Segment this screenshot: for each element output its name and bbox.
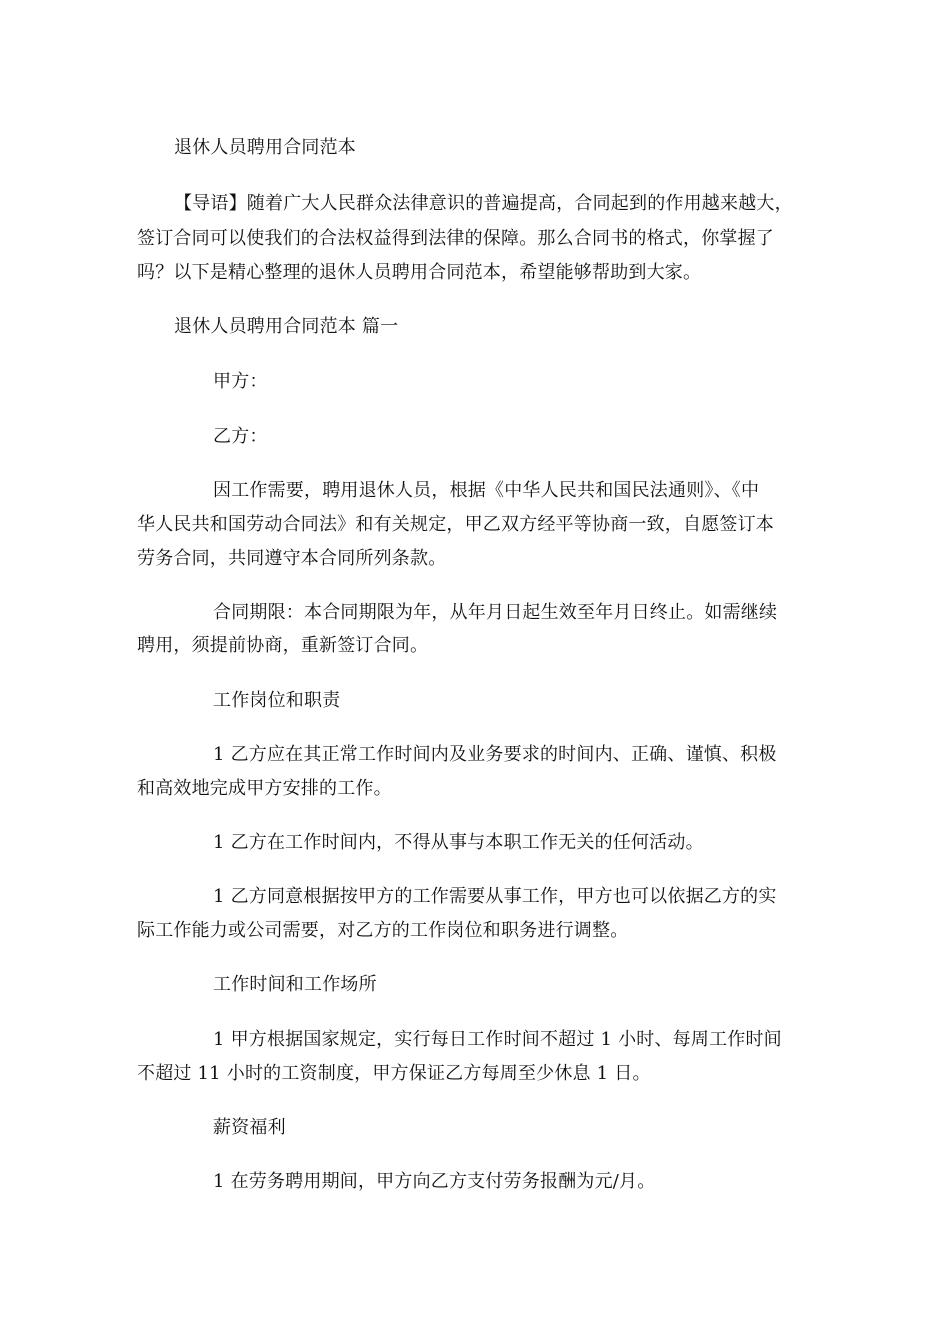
hours-heading: 工作时间和工作场所 [213, 974, 377, 995]
intro-line-3: 吗？以下是精心整理的退休人员聘用合同范本，希望能够帮助到大家。 [137, 262, 702, 283]
hours-1-line-1: 1 甲方根据国家规定，实行每日工作时间不超过 1 小时、每周工作时间 [213, 1029, 782, 1050]
duty-1-line-2: 和高效地完成甲方安排的工作。 [137, 778, 392, 799]
party-a-label: 甲方： [213, 371, 268, 392]
duty-3-line-2: 际工作能力或公司需要，对乙方的工作岗位和职务进行调整。 [137, 920, 629, 941]
duty-2: 1 乙方在工作时间内，不得从事与本职工作无关的任何活动。 [213, 832, 704, 853]
duty-3-line-1: 1 乙方同意根据按甲方的工作需要从事工作，甲方也可以依据乙方的实 [213, 886, 777, 907]
term-line-1: 合同期限：本合同期限为年，从年月日起生效至年月日终止。如需继续 [213, 602, 778, 623]
section-title: 退休人员聘用合同范本 篇一 [174, 316, 399, 337]
term-line-2: 聘用，须提前协商，重新签订合同。 [137, 635, 429, 656]
document-title: 退休人员聘用合同范本 [174, 137, 356, 158]
pay-heading: 薪资福利 [213, 1117, 286, 1138]
hours-1-line-2: 不超过 11 小时的工资制度，甲方保证乙方每周至少休息 1 日。 [137, 1063, 651, 1084]
intro-line-1: 【导语】随着广大人民群众法律意识的普遍提高，合同起到的作用越来越大， [174, 193, 793, 214]
preamble-line-1: 因工作需要，聘用退休人员，根据《中华人民共和国民法通则》、《中 [213, 480, 760, 501]
pay-1: 1 在劳务聘用期间，甲方向乙方支付劳务报酬为元/月。 [213, 1171, 656, 1192]
preamble-line-2: 华人民共和国劳动合同法》和有关规定，甲乙双方经平等协商一致，自愿签订本 [137, 514, 774, 535]
duties-heading: 工作岗位和职责 [213, 690, 341, 711]
preamble-line-3: 劳务合同，共同遵守本合同所列条款。 [137, 548, 447, 569]
party-b-label: 乙方： [213, 426, 268, 447]
intro-line-2: 签订合同可以使我们的合法权益得到法律的保障。那么合同书的格式，你掌握了 [137, 228, 774, 249]
duty-1-line-1: 1 乙方应在其正常工作时间内及业务要求的时间内、正确、谨慎、积极 [213, 744, 777, 765]
